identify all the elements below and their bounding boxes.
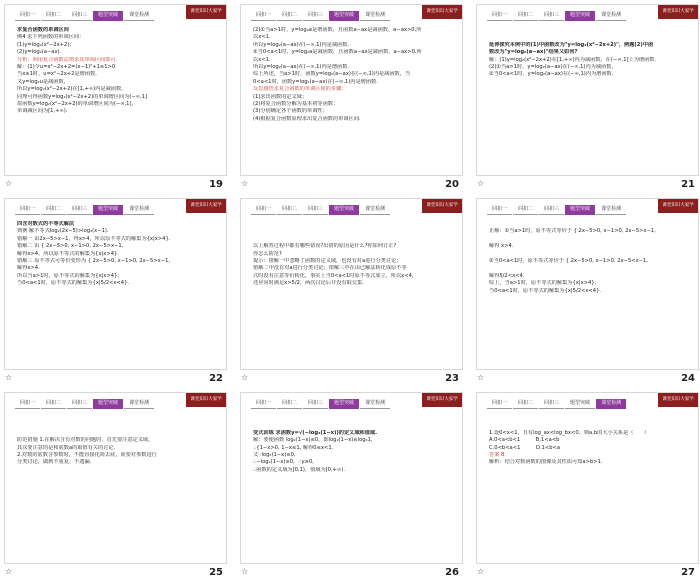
- slide-content: [17, 27, 218, 169]
- slide-star-icon[interactable]: ☆: [241, 373, 249, 382]
- slide-text-line: 四含对数式的不等式解法: [17, 221, 75, 227]
- slide-text-line: 解得 x>4.: [489, 243, 514, 250]
- slide-tab: 回扣三: [67, 399, 92, 409]
- slide-star-icon[interactable]: ☆: [5, 179, 13, 188]
- slide-text-line: (2)①当a>1时，y=log₂(a−ax)在(−∞,1)内为减函数，: [489, 64, 617, 71]
- slide-text-line: ∴−log₂(1−x)≥0，∴y≥0,: [253, 459, 314, 466]
- slide-text-line: (4)根据复合函数原理求出复合函数的单调区间.: [253, 115, 361, 122]
- slide-text-line: 典例 解不等式log₂(2x−5)>log₂(x−1).: [17, 228, 109, 235]
- slide-text-line: 例4 求下列函数的单调区间：: [17, 34, 85, 41]
- slide-tab-bar: [251, 399, 391, 408]
- slide-tab: 回扣一: [15, 399, 40, 409]
- slide-text-line: [489, 415, 690, 422]
- slide-text-line: [17, 422, 218, 429]
- slide-text-line: 式时没有注意等价转化，事实上当0<a<1时原不等式成立，所以x<4，: [253, 272, 418, 279]
- slide-text-line: ∴{1−x>0, 1−x≤1, 解得0≤x<1.: [253, 444, 334, 451]
- slide-page-number: 21: [681, 179, 695, 190]
- slide-thumbnail[interactable]: [238, 2, 465, 188]
- slide-page-number: 19: [209, 179, 223, 190]
- slide-text-line: [489, 265, 690, 272]
- slide-text-line: 数改为"y=log₂(a−ax)"结果又如何?: [489, 49, 578, 56]
- slide-text-line: 所以y=log₂(a−ax)在(−∞,1)内是减函数.: [253, 41, 350, 48]
- slide-banner: 课堂知识大家学: [422, 393, 462, 407]
- slide-text-line: 解：要使函数 log₂(1−x)≤0，即log₂(1−x)≤log₂1，: [253, 437, 377, 444]
- slide-thumbnail[interactable]: [238, 390, 465, 576]
- slide-preview: [4, 392, 227, 564]
- slide-tab: 回扣一: [15, 11, 40, 21]
- slide-tab: 课堂检测: [596, 205, 626, 215]
- slide-thumbnail[interactable]: [474, 2, 700, 188]
- slide-tab: 回扣三: [303, 11, 328, 21]
- slide-text-line: 其次要注意的是和底数a的取值有关的讨论.: [17, 444, 116, 451]
- slide-tab: 题型突破: [93, 205, 123, 215]
- slide-text-line: ②当0<a<1时，原不等式等价于 { 2x−5>0, x−1>0, 2x−5<x−1,: [489, 258, 648, 265]
- slide-tab: 课堂检测: [596, 11, 626, 21]
- slide-tab: 课堂检测: [360, 205, 390, 215]
- slide-text-line: 错解二 由 { 2x−5>0, x−1>0, 2x−5>x−1,: [17, 243, 124, 250]
- slide-text-line: 延伸探究本例中的(1)中函数改为"y=log₂(x²−2x+2)"，例题(2)中函: [489, 41, 654, 48]
- slide-thumbnail[interactable]: [2, 2, 229, 188]
- slide-star-icon[interactable]: ☆: [241, 567, 249, 576]
- slide-preview: [4, 4, 227, 176]
- slide-page-number: 24: [681, 373, 695, 384]
- slide-tab: 回扣三: [539, 399, 564, 409]
- slide-text-line: (2)①当a>1时，y=log₂a是增函数，且函数a−ax是减函数，a−ax>0,所: [253, 27, 422, 33]
- slide-tab: 回扣一: [251, 11, 276, 21]
- slide-text-line: 0<a<1时，函数y=log₂(a−ax)在(−∞,1)内是增函数.: [253, 78, 378, 85]
- slide-tab: 回扣一: [15, 205, 40, 215]
- slide-text-line: 又∵log₂(1−x)≤0,: [253, 452, 296, 459]
- slide-tab: 回扣二: [41, 205, 66, 215]
- slide-page-number: 25: [209, 567, 223, 578]
- slide-preview: [4, 198, 227, 370]
- slide-text-line: 又y=log₂u是减函数，: [17, 78, 69, 85]
- slide-text-line: [253, 422, 454, 429]
- slide-tab-bar: [15, 11, 155, 20]
- slide-tab: 回扣一: [251, 205, 276, 215]
- slide-text-line: 解得x>4.: [17, 265, 40, 272]
- slide-star-icon[interactable]: ☆: [477, 179, 485, 188]
- slide-text-line: [489, 236, 690, 243]
- slide-text-line: [17, 415, 218, 422]
- slide-content: [253, 415, 454, 557]
- slide-text-line: 防范措施 1.在解决含有对数的问题时，首先要注意定义域，: [17, 437, 154, 444]
- slide-tab: 回扣三: [303, 399, 328, 409]
- slide-text-line: 分类讨论，做到不重复、不遗漏.: [17, 459, 92, 466]
- slide-tab: 回扣二: [513, 11, 538, 21]
- slide-tab: 回扣二: [41, 399, 66, 409]
- slide-tab: 课堂检测: [360, 11, 390, 21]
- slide-preview: [240, 392, 463, 564]
- slide-tab-bar: [487, 399, 627, 408]
- slide-tab: 回扣一: [487, 205, 512, 215]
- slide-text-line: 单调减区间为[1,+∞).: [17, 108, 68, 115]
- slide-star-icon[interactable]: ☆: [5, 373, 13, 382]
- slide-text-line: 错解二中没有对a进行分类讨论；错解三中在由已解法转化成原不等: [253, 265, 407, 272]
- slide-tab: 题型突破: [565, 11, 595, 21]
- slide-text-line: [253, 228, 454, 235]
- slide-text-line: [489, 27, 690, 34]
- slide-text-line: (1)求出函数的定义域；: [253, 93, 308, 100]
- slide-text-line: 所以当a>1时，原不等式的解集为{x|x>4};: [17, 272, 120, 279]
- slide-star-icon[interactable]: ☆: [477, 373, 485, 382]
- slide-text-line: [253, 415, 454, 422]
- slide-text-line: 解：(1)y=log₂(x²−2x+2)在[1,+∞)内为减函数，在(−∞,1]上为增函数.: [489, 56, 657, 63]
- slide-text-line: 你怎么防范?: [253, 250, 282, 257]
- slide-text-line: 解得x>4，所以原不等式的解集为{x|x>4}.: [17, 250, 119, 257]
- slide-content: [17, 415, 218, 557]
- slide-banner: 课堂知识大家学: [186, 5, 226, 19]
- slide-tab: 回扣二: [41, 11, 66, 21]
- slide-text-line: 解：(1)令u=x²−2x+2=(x−1)²+1≥1>0: [17, 64, 116, 71]
- slide-tab: 回扣二: [277, 399, 302, 409]
- slide-text-line: 同理可得函数y=log₂(x²−2x+2)的单调增区间为(−∞,1]: [17, 93, 148, 100]
- slide-text-line: 错解三 原不等式可等价变形为 { 2x−5>0, x−1>0, 2x−5>x−1,: [17, 258, 171, 265]
- slide-thumbnail[interactable]: [238, 196, 465, 382]
- slide-text-line: 解析：结合对数函数的图像及其性质可知a>b>1.: [489, 459, 603, 466]
- slide-text-line: 以x<1.: [253, 34, 271, 41]
- slide-tab: 题型突破: [93, 11, 123, 21]
- slide-text-line: (2)y=log₂(a−ax).: [17, 49, 62, 56]
- slide-tab: 课堂检测: [124, 11, 154, 21]
- slide-tab: 题型突破: [329, 399, 359, 409]
- slide-tab: 回扣二: [513, 399, 538, 409]
- slide-text-line: [489, 422, 690, 429]
- slide-tab: 回扣三: [303, 205, 328, 215]
- slide-tab: 回扣二: [513, 205, 538, 215]
- slide-text-line: 反思感悟求复合函数的单调区间的步骤：: [253, 86, 347, 93]
- slide-banner: 课堂知识大家学: [422, 5, 462, 19]
- slide-tab: 回扣三: [67, 205, 92, 215]
- slide-text-line: 当0<a<1时，原不等式的解集为{x|5/2<x<4}.: [489, 287, 602, 294]
- slide-text-line: 以x<1.: [253, 56, 271, 63]
- slide-text-line: [17, 430, 218, 437]
- slide-page-number: 26: [445, 567, 459, 578]
- slide-text-line: [253, 221, 454, 228]
- slide-text-line: 所以y=log₂(x²−2x+2)在[1,+∞)内是减函数，: [17, 86, 127, 93]
- slide-text-line: 当x≥1时，u=x²−2x+2是增函数，: [17, 71, 101, 78]
- slide-tab-bar: [487, 205, 627, 214]
- slide-banner: 课堂知识大家学: [658, 5, 698, 19]
- slide-tab: 课堂检测: [596, 399, 626, 409]
- slide-thumbnail[interactable]: [2, 196, 229, 382]
- slide-preview: [476, 392, 699, 564]
- slide-text-line: 答案 B: [489, 452, 505, 459]
- slide-content: [253, 221, 454, 363]
- slide-text-line: [253, 236, 454, 243]
- slide-text-line: A.0<a<b<1 B.1<a<b: [489, 437, 560, 444]
- slide-tab: 回扣一: [487, 11, 512, 21]
- slide-text-line: 分析：利用复合函数法则求其单调区间即可.: [17, 56, 118, 63]
- slide-text-line: 正解：①当a>1时，原不等式等价于 { 2x−5>0, x−1>0, 2x−5>x−1,: [489, 228, 656, 235]
- slide-content: [489, 415, 690, 557]
- slide-preview: [240, 4, 463, 176]
- slide-text-line: C.0<b<a<1 D.1<b<a: [489, 444, 561, 451]
- slide-content: [253, 27, 454, 169]
- slide-text-line: ∴函数的定义域为[0,1)，值域为[0,+∞).: [253, 466, 345, 473]
- slide-text-line: (2)将复合函数分解为基本初等函数；: [253, 101, 339, 108]
- slide-text-line: [489, 221, 690, 228]
- slide-text-line: 提示：错解一中忽略了函数的定义域，也没有对a进行分类讨论；: [253, 258, 402, 265]
- slide-tab-bar: [251, 205, 391, 214]
- slide-tab: 题型突破: [329, 11, 359, 21]
- slide-star-icon[interactable]: ☆: [5, 567, 13, 576]
- slide-tab: 回扣三: [539, 11, 564, 21]
- slide-text-line: ②当0<a<1时，y=log₂a是减函数，且函数a−ax是减函数，a−ax>0,所: [253, 49, 422, 56]
- slide-content: [489, 27, 690, 169]
- slide-banner: 课堂知识大家学: [186, 393, 226, 407]
- slide-banner: 课堂知识大家学: [186, 199, 226, 213]
- slide-tab: 课堂检测: [124, 205, 154, 215]
- slide-tab: 题型突破: [93, 399, 123, 409]
- slide-page-number: 22: [209, 373, 223, 384]
- slide-text-line: ②当0<a<1时，y=log₂(a−ax)在(−∞,1)内为增函数.: [489, 71, 614, 78]
- slide-preview: [476, 198, 699, 370]
- slide-text-line: 变式训练 求函数y=√(−log₂(1−x))的定义域和值域.: [253, 429, 378, 436]
- slide-preview: [240, 198, 463, 370]
- slide-tab: 回扣三: [539, 205, 564, 215]
- slide-tab: 回扣三: [67, 11, 92, 21]
- slide-tab-bar: [15, 205, 155, 214]
- slide-tab: 回扣一: [251, 399, 276, 409]
- slide-tab-bar: [251, 11, 391, 20]
- slide-thumbnail[interactable]: [474, 390, 700, 576]
- slide-tab: 课堂检测: [124, 399, 154, 409]
- slide-text-line: 错解一 由2x−5>x−1，得x>4，所以原不等式的解集为{x|x>4}.: [17, 235, 171, 242]
- slide-page-number: 20: [445, 179, 459, 190]
- slide-banner: 课堂知识大家学: [658, 199, 698, 213]
- slide-tab-bar: [15, 399, 155, 408]
- slide-tab: 题型突破: [329, 205, 359, 215]
- slide-text-line: 还应同时满足x>5/2，两次讨论后并没有取交集.: [253, 280, 364, 287]
- slide-text-line: 2.对数的底数含参数时，不能直接化简去底，而要对参数进行: [17, 452, 157, 459]
- slide-tab-bar: [487, 11, 627, 20]
- slide-tab: 回扣一: [487, 399, 512, 409]
- slide-text-line: [489, 34, 690, 41]
- slide-tab: 课堂检测: [360, 399, 390, 409]
- slide-star-icon[interactable]: ☆: [241, 179, 249, 188]
- slide-page-number: 27: [681, 567, 695, 578]
- slide-banner: 课堂知识大家学: [658, 393, 698, 407]
- slide-content: [17, 221, 218, 363]
- slide-tab: 回扣二: [277, 11, 302, 21]
- slide-text-line: 1.设0<x<1，且有log_ax<log_bx<0，则a,b的大小关系是（ ）: [489, 429, 650, 436]
- slide-text-line: 综上所述，当a>1时，函数y=log₂(a−ax)在(−∞,1)内是减函数，当: [253, 71, 411, 78]
- slide-preview: [476, 4, 699, 176]
- slide-tab: 题型突破: [565, 205, 595, 215]
- slide-star-icon[interactable]: ☆: [477, 567, 485, 576]
- slide-content: [489, 221, 690, 363]
- slide-text-line: 综上，当a>1时，原不等式的解集为{x|x>4};: [489, 280, 597, 287]
- slide-thumbnail[interactable]: [474, 196, 700, 382]
- slide-thumbnail[interactable]: [2, 390, 229, 576]
- slide-tab: 回扣二: [277, 205, 302, 215]
- slide-text-line: (3)分别确定各个函数的单调性；: [253, 108, 328, 115]
- slide-text-line: 以上解答过程中都有哪些错误?出错的原因是什么?你如何订正?: [253, 243, 397, 250]
- slide-text-line: 解得5/2<x<4.: [489, 272, 525, 279]
- slide-banner: 课堂知识大家学: [422, 199, 462, 213]
- slide-text-line: 求复合函数的单调区间: [17, 27, 69, 33]
- slide-text-line: (1)y=log₂(x²−2x+2);: [17, 41, 72, 48]
- slide-text-line: 故函数y=log₂(x²−2x+2)的单调增区间为(−∞,1]，: [17, 101, 137, 108]
- slide-text-line: [489, 251, 690, 258]
- slide-tab: 题型突破: [565, 399, 595, 409]
- slide-page-number: 23: [445, 373, 459, 384]
- slide-text-line: 当0<a<1时，原不等式的解集为{x|5/2<x<4}.: [17, 280, 130, 287]
- slide-text-line: 所以y=log₂(a−ax)在(−∞,1)内是增函数.: [253, 64, 350, 71]
